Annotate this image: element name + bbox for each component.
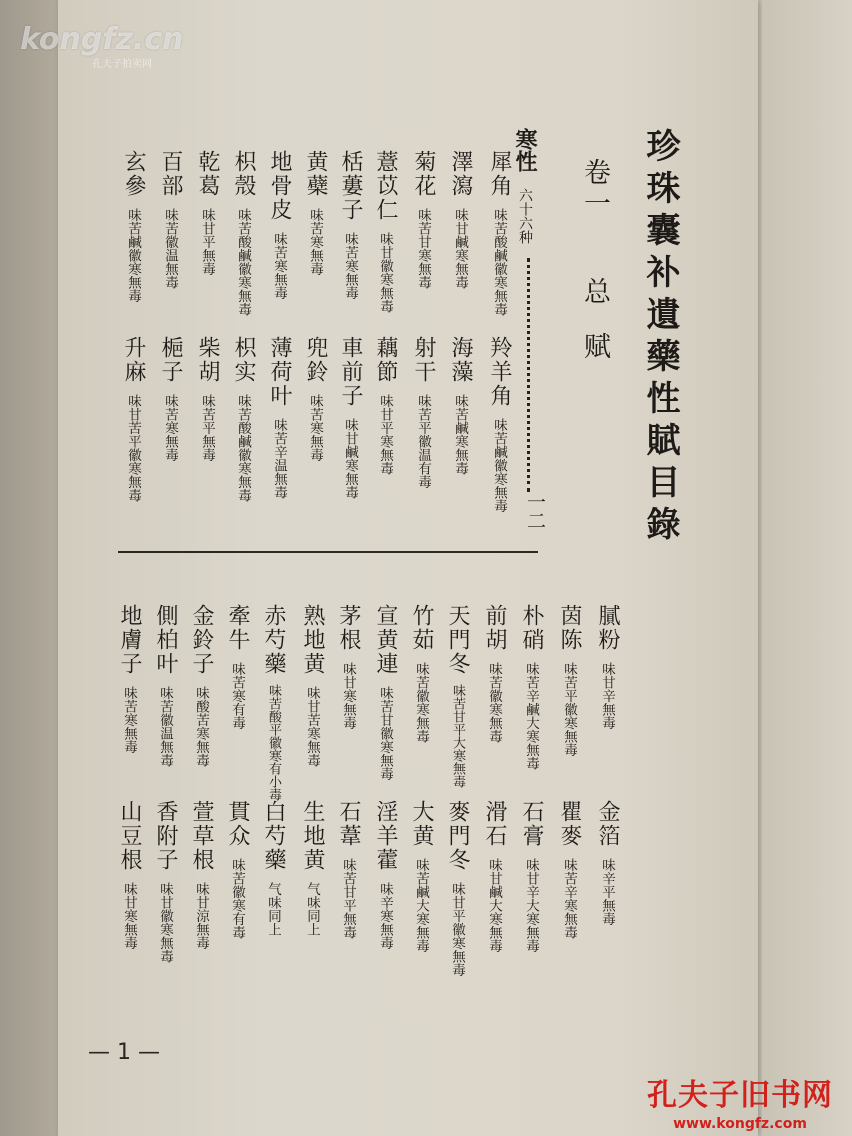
volume-heading bbox=[575, 158, 614, 387]
herb-name: 貫众 bbox=[225, 800, 250, 848]
herb-name: 車前子 bbox=[338, 336, 363, 408]
watermark-url: www.kongfz.com bbox=[673, 1116, 807, 1132]
entry bbox=[335, 336, 366, 499]
herb-property: 味苦寒無毒 bbox=[307, 394, 323, 462]
herb-name: 茅根 bbox=[336, 604, 361, 652]
herb-property: 味苦徽温無毒 bbox=[162, 208, 178, 289]
bleed-through-text bbox=[790, 120, 840, 620]
herb-property: 味甘苦平徽寒無毒 bbox=[125, 394, 141, 502]
entry bbox=[516, 604, 547, 770]
entry bbox=[479, 800, 510, 953]
herb-property: 味甘寒無毒 bbox=[121, 882, 137, 950]
entry bbox=[442, 800, 473, 977]
herb-property: 味苦酸鹹徽寒無毒 bbox=[235, 208, 251, 316]
entry bbox=[484, 150, 515, 316]
watermark-site-name: 孔夫子旧书网 bbox=[647, 1078, 833, 1113]
herb-property: 味甘鹹寒無毒 bbox=[342, 418, 358, 499]
entry bbox=[554, 604, 585, 757]
herb-name: 薏苡仁 bbox=[373, 150, 398, 222]
section-name: 寒性 bbox=[512, 128, 538, 172]
herb-property: 味苦寒無毒 bbox=[162, 394, 178, 462]
herb-name: 地膚子 bbox=[117, 604, 142, 676]
herb-property: 味苦寒無毒 bbox=[307, 208, 323, 276]
entry bbox=[114, 800, 145, 950]
herb-name: 熟地黄 bbox=[300, 604, 325, 676]
section-count: 六十六种 bbox=[517, 187, 533, 244]
herb-name: 香附子 bbox=[153, 800, 178, 872]
herb-name: 射干 bbox=[411, 336, 436, 384]
entry bbox=[370, 150, 401, 313]
entry bbox=[406, 604, 437, 743]
herb-name: 黄蘗 bbox=[303, 150, 328, 198]
entry bbox=[228, 150, 259, 316]
herb-property: 味苦寒無毒 bbox=[271, 232, 287, 300]
entry bbox=[300, 336, 331, 462]
page-number: — 1 — bbox=[88, 1040, 160, 1065]
page-title: 珍珠囊补遺藥性賦目錄 bbox=[640, 128, 680, 548]
entry bbox=[118, 150, 149, 303]
herb-property: 味苦甘平無毒 bbox=[340, 858, 356, 939]
herb-property: 味苦鹹徽寒無毒 bbox=[491, 418, 507, 513]
entry bbox=[258, 800, 289, 936]
entry bbox=[370, 604, 401, 781]
herb-name: 膩粉 bbox=[595, 604, 620, 652]
herb-property: 味苦酸鹹徽寒無毒 bbox=[491, 208, 507, 316]
volume-label: 卷一 bbox=[579, 158, 610, 220]
herb-name: 山豆根 bbox=[117, 800, 142, 872]
herb-property: 味苦酸平徽寒有小毒 bbox=[266, 684, 281, 801]
herb-name: 滑石 bbox=[482, 800, 507, 848]
herb-property: 味苦辛鹹大寒無毒 bbox=[523, 662, 539, 770]
entry bbox=[150, 800, 181, 963]
entry bbox=[155, 336, 186, 462]
herb-name: 白芍藥 bbox=[261, 800, 286, 872]
entry bbox=[479, 604, 510, 743]
entry bbox=[484, 336, 515, 513]
entry bbox=[406, 800, 437, 953]
entry bbox=[222, 800, 253, 939]
entry bbox=[370, 800, 401, 950]
entry bbox=[333, 604, 364, 730]
herb-property: 气味同上 bbox=[265, 882, 281, 936]
herb-property: 味甘鹹寒無毒 bbox=[452, 208, 468, 289]
herb-property: 味甘徽寒無毒 bbox=[157, 882, 173, 963]
herb-name: 生地黄 bbox=[300, 800, 325, 872]
entry bbox=[186, 800, 217, 950]
watermark-logo: kongfz.cn bbox=[20, 22, 184, 57]
herb-property: 气味同上 bbox=[304, 882, 320, 936]
entry bbox=[333, 800, 364, 939]
herb-name: 側柏叶 bbox=[153, 604, 178, 676]
entry bbox=[300, 150, 331, 276]
herb-property: 味苦寒無毒 bbox=[342, 232, 358, 300]
herb-name: 牽牛 bbox=[225, 604, 250, 652]
section-page-number: 一二 bbox=[524, 492, 546, 530]
entry bbox=[370, 336, 401, 475]
herb-property: 味辛平無毒 bbox=[599, 858, 615, 926]
herb-name: 枳殼 bbox=[231, 150, 256, 198]
herb-property: 味甘鹹大寒無毒 bbox=[486, 858, 502, 953]
herb-property: 味苦酸鹹徽寒無毒 bbox=[235, 394, 251, 502]
entry bbox=[516, 800, 547, 953]
herb-name: 玄參 bbox=[121, 150, 146, 198]
herb-property: 味甘徽寒無毒 bbox=[377, 232, 393, 313]
entry bbox=[150, 604, 181, 767]
herb-name: 海藻 bbox=[448, 336, 473, 384]
herb-property: 味苦鹹寒無毒 bbox=[452, 394, 468, 475]
watermark-subtitle: 孔夫子拍卖网 bbox=[92, 59, 152, 70]
entry bbox=[445, 336, 476, 475]
herb-name: 石膏 bbox=[519, 800, 544, 848]
herb-property: 味苦徽寒有毒 bbox=[229, 858, 245, 939]
entry bbox=[554, 800, 585, 939]
entry bbox=[264, 150, 295, 300]
herb-name: 梔子 bbox=[158, 336, 183, 384]
herb-property: 味苦平無毒 bbox=[199, 394, 215, 462]
herb-name: 金箔 bbox=[595, 800, 620, 848]
entry bbox=[192, 150, 223, 276]
herb-name: 天門冬 bbox=[445, 604, 470, 676]
entry bbox=[592, 604, 623, 730]
entry bbox=[445, 150, 476, 289]
herb-name: 茵陈 bbox=[557, 604, 582, 652]
herb-name: 薄荷叶 bbox=[267, 336, 292, 408]
watermark-bottom bbox=[640, 1070, 840, 1132]
herb-name: 兜鈴 bbox=[303, 336, 328, 384]
herb-property: 味甘平寒無毒 bbox=[377, 394, 393, 475]
herb-property: 味甘涼無毒 bbox=[193, 882, 209, 950]
herb-name: 萱草根 bbox=[189, 800, 214, 872]
herb-property: 味苦甘寒無毒 bbox=[415, 208, 431, 289]
entry bbox=[442, 604, 473, 788]
herb-name: 地骨皮 bbox=[267, 150, 292, 222]
watermark-top bbox=[20, 22, 183, 70]
volume-title: 总赋 bbox=[579, 276, 610, 387]
entry bbox=[228, 336, 259, 502]
herb-name: 淫羊藿 bbox=[373, 800, 398, 872]
herb-name: 栝蔞子 bbox=[338, 150, 363, 222]
herb-name: 菊花 bbox=[411, 150, 436, 198]
herb-property: 味苦平徽温有毒 bbox=[415, 394, 431, 489]
herb-property: 味苦徽寒無毒 bbox=[486, 662, 502, 743]
entry bbox=[297, 800, 328, 936]
herb-name: 石葦 bbox=[336, 800, 361, 848]
entry bbox=[222, 604, 253, 730]
herb-property: 味苦寒無毒 bbox=[121, 686, 137, 754]
herb-name: 枳实 bbox=[231, 336, 256, 384]
herb-name: 羚羊角 bbox=[487, 336, 512, 408]
herb-property: 味苦寒有毒 bbox=[229, 662, 245, 730]
herb-name: 大黄 bbox=[409, 800, 434, 848]
herb-property: 味苦徽寒無毒 bbox=[413, 662, 429, 743]
herb-name: 麥門冬 bbox=[445, 800, 470, 872]
entry bbox=[264, 336, 295, 499]
herb-property: 味甘寒無毒 bbox=[340, 662, 356, 730]
entry bbox=[118, 336, 149, 502]
entry bbox=[186, 604, 217, 767]
herb-name: 赤芍藥 bbox=[261, 604, 286, 676]
herb-property: 味甘平無毒 bbox=[199, 208, 215, 276]
herb-name: 百部 bbox=[158, 150, 183, 198]
entry bbox=[297, 604, 328, 767]
herb-name: 宣黄連 bbox=[373, 604, 398, 676]
herb-property: 味苦甘徽寒無毒 bbox=[377, 686, 393, 781]
herb-name: 升麻 bbox=[121, 336, 146, 384]
herb-property: 味苦鹹徽寒無毒 bbox=[125, 208, 141, 303]
herb-property: 味甘辛大寒無毒 bbox=[523, 858, 539, 953]
herb-property: 味苦徽温無毒 bbox=[157, 686, 173, 767]
herb-name: 柴胡 bbox=[195, 336, 220, 384]
entry bbox=[258, 604, 289, 801]
herb-name: 澤瀉 bbox=[448, 150, 473, 198]
entry bbox=[335, 150, 366, 300]
section-divider bbox=[118, 551, 538, 553]
entry bbox=[408, 336, 439, 489]
herb-property: 味酸苦寒無毒 bbox=[193, 686, 209, 767]
herb-name: 瞿麥 bbox=[557, 800, 582, 848]
herb-name: 金鈴子 bbox=[189, 604, 214, 676]
herb-property: 味苦甘平大寒無毒 bbox=[450, 684, 465, 788]
entry bbox=[114, 604, 145, 754]
herb-name: 竹茹 bbox=[409, 604, 434, 652]
herb-name: 前胡 bbox=[482, 604, 507, 652]
herb-property: 味苦平徽寒無毒 bbox=[561, 662, 577, 757]
herb-name: 乾葛 bbox=[195, 150, 220, 198]
herb-property: 味甘辛無毒 bbox=[599, 662, 615, 730]
herb-property: 味甘苦寒無毒 bbox=[304, 686, 320, 767]
entry bbox=[592, 800, 623, 926]
herb-property: 味苦辛寒無毒 bbox=[561, 858, 577, 939]
herb-name: 朴硝 bbox=[519, 604, 544, 652]
entry bbox=[408, 150, 439, 289]
herb-property: 味辛寒無毒 bbox=[377, 882, 393, 950]
entry bbox=[192, 336, 223, 462]
herb-property: 味苦辛温無毒 bbox=[271, 418, 287, 499]
herb-name: 藕節 bbox=[373, 336, 398, 384]
herb-property: 味甘平徽寒無毒 bbox=[449, 882, 465, 977]
herb-property: 味苦鹹大寒無毒 bbox=[413, 858, 429, 953]
entry bbox=[155, 150, 186, 289]
leader-dots bbox=[527, 258, 530, 492]
herb-name: 犀角 bbox=[487, 150, 512, 198]
